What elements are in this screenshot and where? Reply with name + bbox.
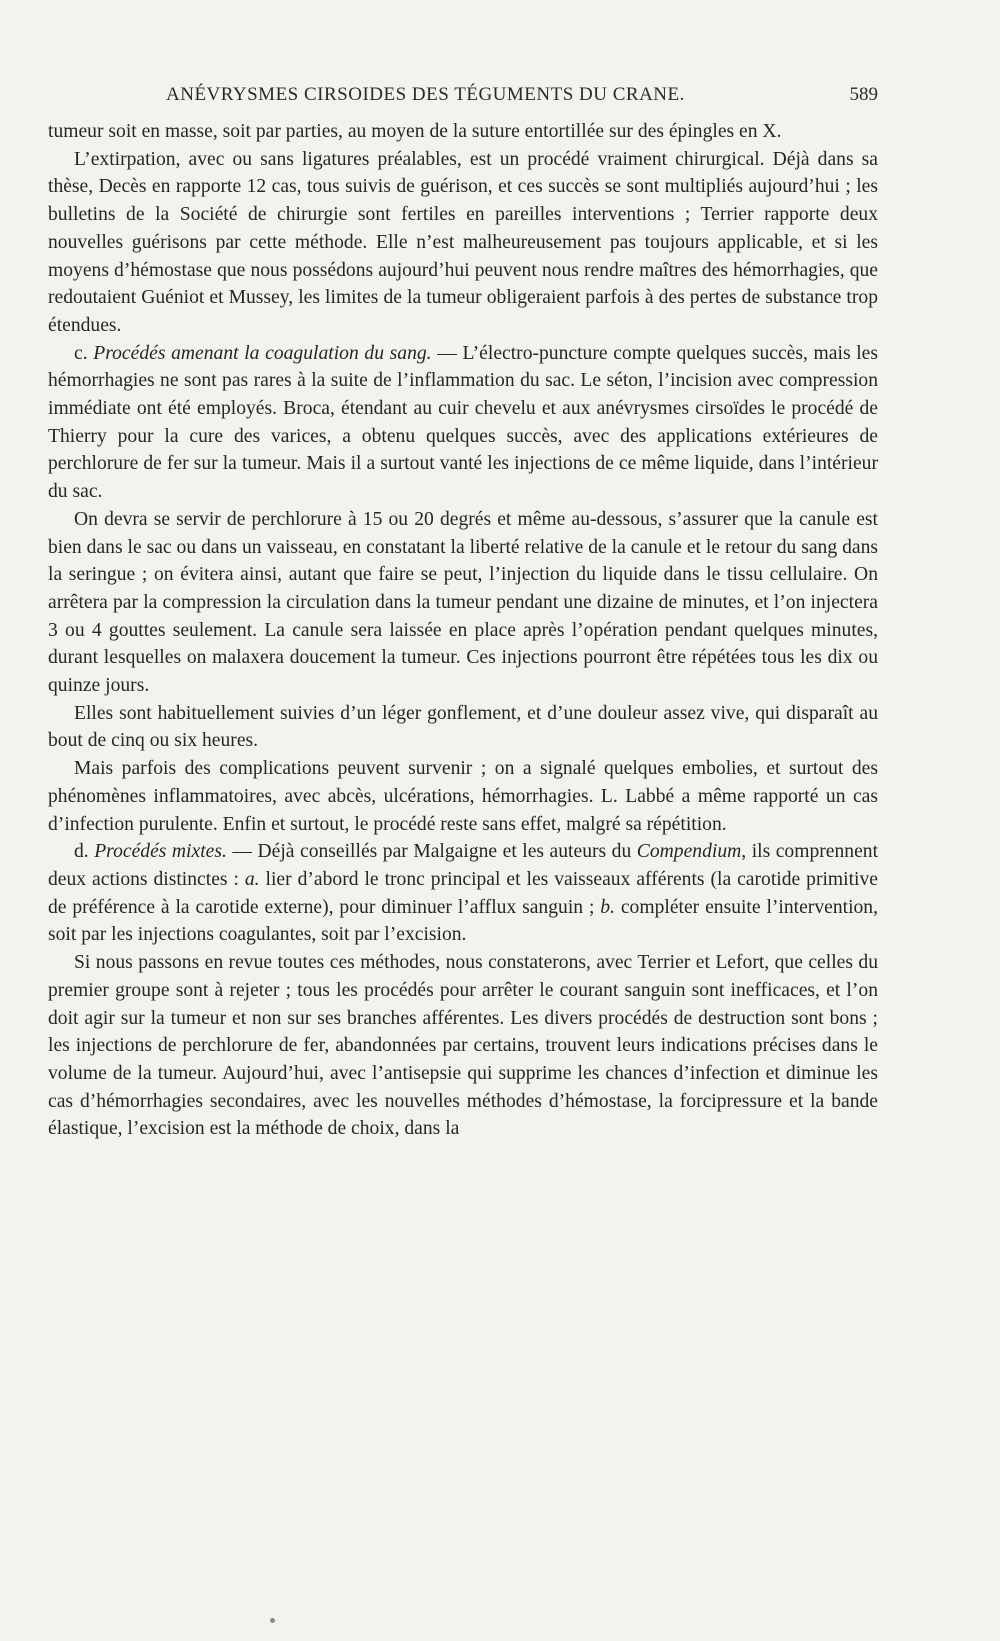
paragraph: Mais parfois des complications peuvent survenir ; on a signalé quelques embolies, et surtout des phénomènes inflammatoires, avec abcès, ulcérations, hémorrhagies. L. Labbé a même rapporté un cas d’infection purulente. Enfin et surtout, le procédé reste sans effet, malgré sa répétition. bbox=[48, 758, 878, 835]
paragraph-text: — Déjà conseillés par Malgaigne et les auteurs du bbox=[226, 841, 637, 863]
paragraph: Elles sont habituellement suivies d’un léger gonflement, et d’une douleur assez vive, qui disparaît au bout de cinq ou six heures. bbox=[48, 702, 878, 752]
running-title: ANÉVRYSMES CIRSOIDES DES TÉGUMENTS DU CRANE. bbox=[166, 84, 685, 105]
section-heading: Procédés amenant la coagulation du sang. bbox=[93, 342, 432, 364]
paragraph-text: , ils comprennent deux actions distinctes : bbox=[48, 841, 879, 890]
paragraph-text: lier d’abord le tronc principal et les vaisseaux afférents (la carotide primitive de préférence à la carotide externe), pour diminuer l’afflux sanguin ; bbox=[48, 868, 878, 918]
paragraph-text: — L’électro-puncture compte quelques succès, mais les hémorrhagies ne sont pas rares à la suite de l’inflammation du sac. Le séton, l’incision avec compression immédiate ont été employés. Broca, étendant au cuir chevelu et aux anévrysmes cirsoïdes le procédé de Thierry pour la cure des varices, a obtenu quelques succès, avec des applications extérieures de perchlorure de fer sur la tumeur. Mais il a surtout vanté les injections de ce même liquide, dans l’intérieur du sac. bbox=[48, 342, 878, 503]
section-heading: Procédés mixtes. bbox=[94, 841, 227, 863]
italic-title: Compendium bbox=[636, 841, 742, 863]
paper-speck bbox=[270, 1618, 275, 1623]
page-number: 589 bbox=[849, 84, 878, 105]
section-letter: c. bbox=[74, 342, 94, 364]
body-text bbox=[48, 118, 878, 1143]
item-letter: b. bbox=[600, 896, 615, 918]
paragraph-procedes-mixtes bbox=[48, 838, 878, 949]
section-letter: d. bbox=[74, 841, 95, 863]
page-header bbox=[48, 84, 878, 112]
paragraph-procedes-coagulation bbox=[48, 340, 878, 506]
paragraph-text: compléter ensuite l’intervention, soit par les injections coagulantes, soit par l’excision. bbox=[48, 896, 879, 946]
paragraph: L’extirpation, avec ou sans ligatures préalables, est un procédé vraiment chirurgical. Déjà dans sa thèse, Decès en rapporte 12 cas, tous suivis de guérison, et ces succès se sont multipliés aujourd’hui ; les bulletins de la Société de chirurgie sont fertiles en pareilles interventions ; Terrier rapporte deux nouvelles guérisons par cette méthode. Elle n’est malheureusement pas toujours applicable, et si les moyens d’hémostase que nous possédons aujourd’hui peuvent nous rendre maîtres des hémorrhagies, que redoutaient Guéniot et Mussey, les limites de la tumeur obligeraient parfois à des pertes de substance trop étendues. bbox=[48, 148, 878, 336]
paragraph: tumeur soit en masse, soit par parties, au moyen de la suture entortillée sur des épingles en X. bbox=[48, 121, 782, 142]
item-letter: a. bbox=[244, 868, 260, 890]
paragraph: On devra se servir de perchlorure à 15 ou 20 degrés et même au-dessous, s’assurer que la canule est bien dans le sac ou dans un vaisseau, en constatant la liberté relative de la canule et le retour du sang dans la seringue ; on évitera ainsi, autant que faire se peut, l’injection du liquide dans le tissu cellulaire. On arrêtera par la compression la circulation dans la tumeur pendant une dizaine de minutes, et l’on injectera 3 ou 4 gouttes seulement. La canule sera laissée en place après l’opération pendant quelques minutes, durant lesquelles on malaxera doucement la tumeur. Ces injections pourront être répétées tous les dix ou quinze jours. bbox=[48, 508, 878, 697]
paragraph: Si nous passons en revue toutes ces méthodes, nous constaterons, avec Terrier et Lefort, que celles du premier groupe sont à rejeter ; tous les procédés pour arrêter le courant sanguin sont inefficaces, et l’on doit agir sur la tumeur et non sur ses branches afférentes. Les divers procédés de destruction sont bons ; les injections de perchlorure de fer, abandonnées par certains, trouvent leurs indications précises dans le volume de la tumeur. Aujourd’hui, avec l’antisepsie qui supprime les chances d’infection et diminue les cas d’hémorrhagies secondaires, avec les nouvelles méthodes d’hémostase, la forcipressure et la bande élastique, l’excision est la méthode de choix, dans la bbox=[48, 952, 878, 1140]
